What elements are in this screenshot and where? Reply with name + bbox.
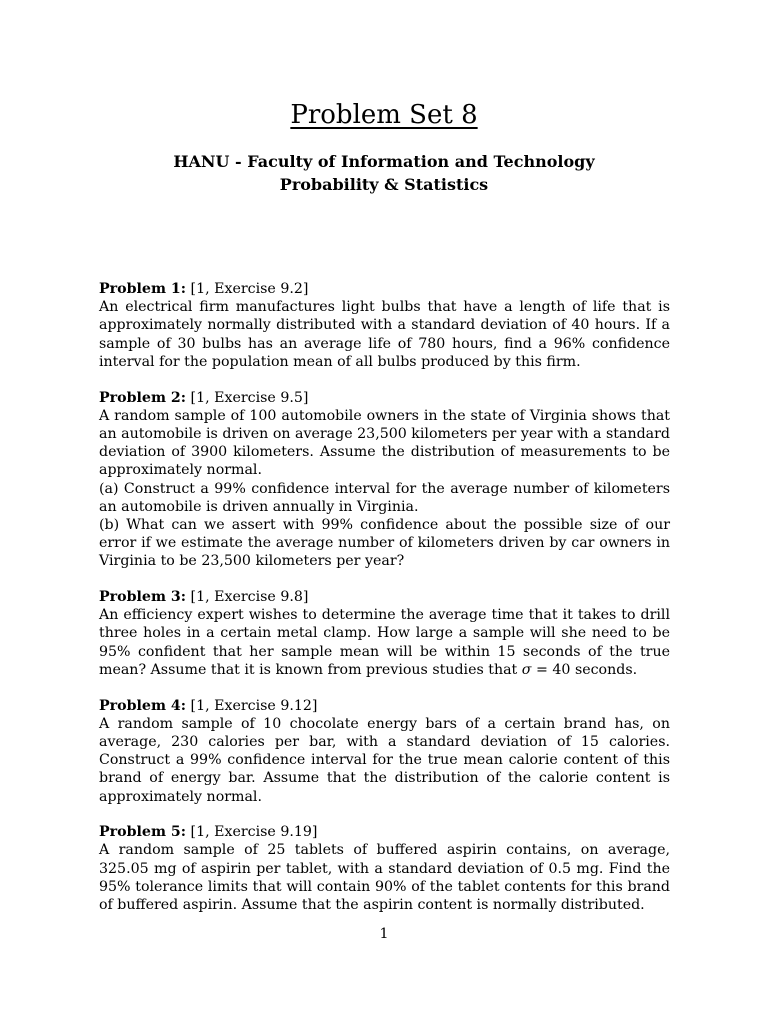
problem-2-reference: [1, Exercise 9.5]	[190, 389, 309, 406]
problem-4-heading	[99, 697, 670, 715]
problem-5-heading	[99, 823, 670, 841]
problem-1-label: Problem 1:	[99, 281, 187, 297]
problem-2-label: Problem 2:	[99, 389, 187, 406]
subtitle-institution: HANU - Faculty of Information and Technology	[173, 152, 595, 171]
problem-3-heading	[99, 588, 670, 606]
problem-3-label: Problem 3:	[99, 589, 187, 606]
problem-2	[99, 389, 670, 571]
problem-2-part-b: (b) What can we assert with 99% confidence about the possible size of our error if we estimate the average number of kilometers driven by car owners in Virginia to be 23,500 kilometers per year?	[99, 516, 670, 570]
page-number: 1	[379, 926, 389, 942]
subtitle-course: Probability & Statistics	[279, 175, 489, 194]
problem-4-text: A random sample of 10 chocolate energy bars of a certain brand has, on average, 230 calories per bar, with a standard deviation of 15 calories. Construct a 99% confidence interval for the true mean calorie content of this brand of energy bar. Assume that the distribution of the calorie content is approximately normal.	[99, 715, 670, 805]
problem-list	[99, 280, 670, 932]
problem-5	[99, 823, 670, 914]
problem-4-reference: [1, Exercise 9.12]	[190, 697, 318, 714]
problem-3-text	[99, 606, 670, 679]
problem-3-text-main: An efficiency expert wishes to determine the average time that it takes to drill three holes in a certain metal clamp. How large a sample will she need to be 95% confident that her sample mean will be within 15 seconds of the true mean? Assume that it is known from previous studies that	[99, 607, 670, 678]
problem-1-heading	[99, 280, 670, 298]
page-title-text: Problem Set 8	[290, 100, 478, 130]
problem-1	[99, 280, 670, 371]
page-title	[0, 97, 768, 133]
problem-2-part-a: (a) Construct a 99% confidence interval for the average number of kilometers an automobile is driven annually in Virginia.	[99, 480, 670, 515]
problem-5-reference: [1, Exercise 9.19]	[190, 824, 318, 841]
problem-4	[99, 697, 670, 806]
sigma-symbol: σ	[521, 661, 532, 678]
problem-4-label: Problem 4:	[99, 697, 187, 714]
problem-5-label: Problem 5:	[99, 824, 187, 841]
problem-2-heading	[99, 389, 670, 407]
problem-1-reference: [1, Exercise 9.2]	[190, 281, 309, 297]
problem-3	[99, 588, 670, 679]
problem-3-reference: [1, Exercise 9.8]	[190, 589, 309, 606]
problem-3-text-end: = 40 seconds.	[531, 661, 638, 678]
problem-2-text: A random sample of 100 automobile owners in the state of Virginia shows that an automobile is driven on average 23,500 kilometers per year with a standard deviation of 3900 kilometers. Assume the distribution of measurements to be approximately normal.	[99, 407, 670, 479]
problem-1-text: An electrical firm manufactures light bulbs that have a length of life that is approximately normally distributed with a standard deviation of 40 hours. If a sample of 30 bulbs has an average life of 780 hours, find a 96% confidence interval for the population mean of all bulbs produced by this firm.	[99, 299, 670, 370]
problem-5-text: A random sample of 25 tablets of buffered aspirin contains, on average, 325.05 mg of aspirin per tablet, with a standard deviation of 0.5 mg. Find the 95% tolerance limits that will contain 90% of the tablet contents for this brand of buffered aspirin. Assume that the aspirin content is normally distributed.	[99, 842, 670, 914]
